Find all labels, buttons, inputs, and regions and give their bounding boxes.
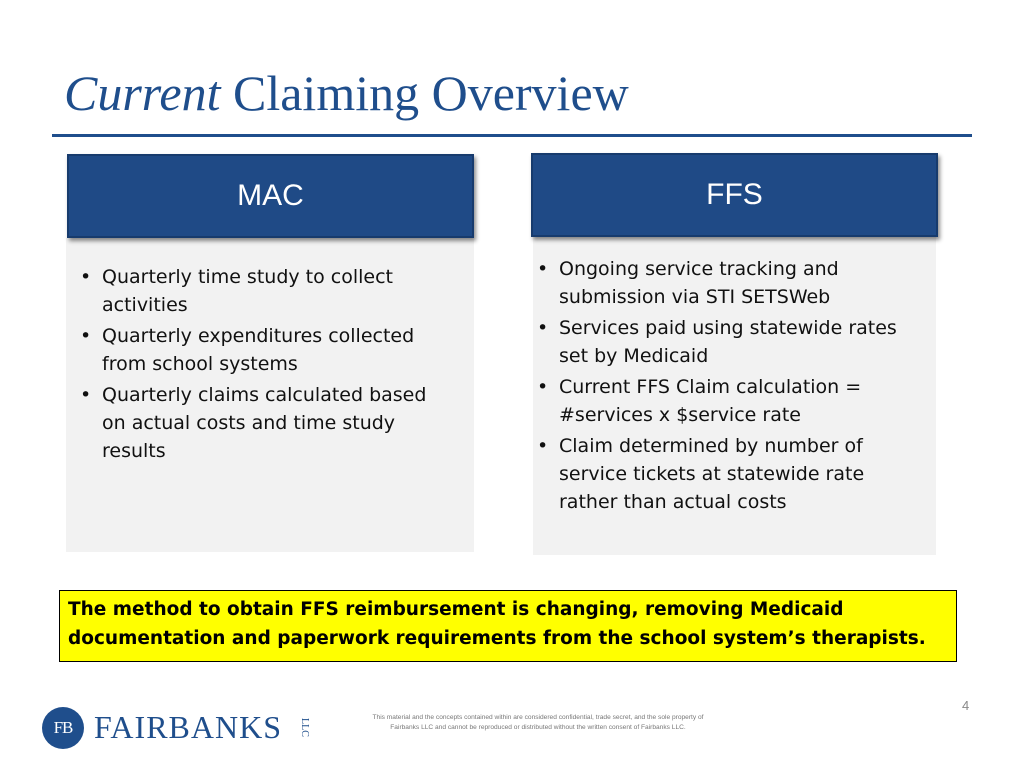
- bullet-icon: •: [537, 376, 549, 398]
- title-divider: [52, 134, 972, 137]
- bullet-text: Ongoing service tracking and submission via STI SETSWeb: [559, 258, 839, 308]
- logo-wordmark: FAIRBANKS: [94, 709, 282, 745]
- bullet-icon: •: [537, 258, 549, 280]
- bullet-icon: •: [537, 317, 549, 339]
- bullet-icon: •: [80, 266, 92, 288]
- fb-monogram-icon: FB: [42, 707, 84, 749]
- confidentiality-disclaimer: This material and the concepts contained within are considered confidential, trade secret, and the sole property of Fairbanks LLC and cannot be reproduced or distributed without the written consent of Fairbanks LLC.: [372, 714, 704, 731]
- list-item: [533, 255, 928, 311]
- mac-header: MAC: [67, 154, 474, 238]
- page-number: 4: [962, 698, 970, 713]
- list-item: [76, 322, 456, 378]
- callout-box: The method to obtain FFS reimbursement is changing, removing Medicaid documentation and paperwork requirements from the school system’s therapists.: [59, 590, 957, 662]
- list-item: [533, 314, 928, 370]
- list-item: [76, 381, 456, 465]
- bullet-text: Quarterly time study to collect activities: [102, 266, 393, 316]
- bullet-text: Claim determined by number of service tickets at statewide rate rather than actual costs: [559, 435, 865, 513]
- bullet-text: Quarterly claims calculated based on actual costs and time study results: [102, 384, 427, 462]
- bullet-text: Quarterly expenditures collected from school systems: [102, 325, 415, 375]
- list-item: [76, 263, 456, 319]
- bullet-icon: •: [537, 435, 549, 457]
- fairbanks-logo: [40, 704, 330, 754]
- mac-bullet-list: [76, 263, 456, 468]
- title-rest: Claiming Overview: [233, 65, 629, 121]
- bullet-text: Current FFS Claim calculation = #services x $service rate: [559, 376, 862, 426]
- slide-title: [64, 65, 629, 121]
- bullet-text: Services paid using statewide rates set by Medicaid: [559, 317, 897, 367]
- ffs-header: FFS: [531, 153, 938, 237]
- list-item: [533, 432, 928, 516]
- logo-suffix: LLC: [299, 718, 310, 737]
- bullet-icon: •: [80, 325, 92, 347]
- title-italic-word: Current: [64, 65, 221, 121]
- list-item: [533, 373, 928, 429]
- ffs-bullet-list: [533, 255, 928, 519]
- bullet-icon: •: [80, 384, 92, 406]
